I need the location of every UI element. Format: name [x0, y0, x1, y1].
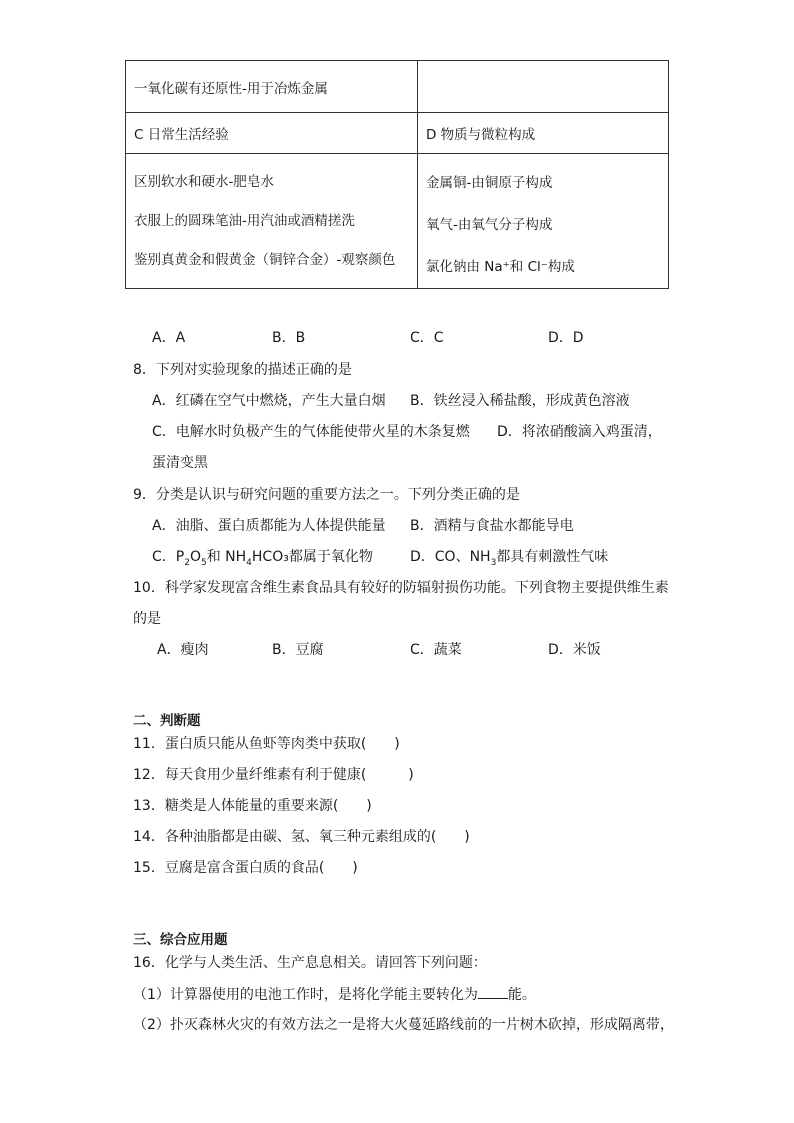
option-d: D．D [548, 330, 584, 346]
tf-question: 13．糖类是人体能量的重要来源( ) [133, 798, 372, 814]
option-c: C．蔬菜 [410, 642, 462, 658]
sub-question: （1）计算器使用的电池工作时，是将化学能主要转化为 能。 [133, 984, 536, 1005]
option-d-continued: 蛋清变黑 [152, 455, 208, 471]
table-cell [126, 154, 418, 289]
tf-question: 12．每天食用少量纤维素有利于健康( ) [133, 767, 414, 783]
question-stem: 9．分类是认识与研究问题的重要方法之一。下列分类正确的是 [133, 487, 520, 503]
tf-question: 14．各种油脂都是由碳、氢、氧三种元素组成的( ) [133, 829, 470, 845]
section-heading: 二、判断题 [133, 713, 201, 729]
cell-line: 鉴别真黄金和假黄金（铜锌合金）-观察颜色 [134, 252, 396, 268]
option-a: A．油脂、蛋白质都能为人体提供能量 [152, 518, 386, 534]
question-stem: 16．化学与人类生活、生产息息相关。请回答下列问题： [133, 955, 487, 971]
cell-line: 区别软水和硬水-肥皂水 [134, 174, 274, 190]
option-d: D．CO、$NH_3$都具有刺激性气味 [410, 549, 609, 568]
option-b: B．B [272, 330, 306, 346]
option-a: A．瘦肉 [157, 642, 209, 658]
cell-line: 氧气-由氧气分子构成 [426, 217, 553, 233]
cell-line: 衣服上的圆珠笔油-用汽油或酒精搓洗 [134, 213, 355, 229]
table-cell: C 日常生活经验 [126, 113, 418, 154]
option-b: B．豆腐 [272, 642, 324, 658]
section-heading: 三、综合应用题 [133, 932, 228, 948]
table-row [126, 61, 669, 113]
option-d: D．将浓硝酸滴入鸡蛋清， [497, 424, 662, 440]
sub-question: （2）扑灭森林火灾的有效方法之一是将大火蔓延路线前的一片树木砍掉，形成隔离带， [133, 1017, 674, 1033]
cell-line: 金属铜-由铜原子构成 [426, 175, 553, 191]
table-row [126, 154, 669, 289]
option-a: A．A [152, 330, 186, 346]
table-cell [418, 61, 669, 113]
question-stem-continued: 的是 [133, 611, 161, 627]
cell-line: 氯化钠由 Na⁺和 Cl⁻构成 [426, 259, 575, 275]
tf-question: 11．蛋白质只能从鱼虾等肉类中获取( ) [133, 736, 400, 752]
option-b: B．铁丝浸入稀盐酸，形成黄色溶液 [410, 393, 630, 409]
option-d: D．米饭 [548, 642, 601, 658]
option-c: C．电解水时负极产生的气体能使带火星的木条复燃 [152, 424, 470, 440]
table-row [126, 113, 669, 154]
table-cell [418, 154, 669, 289]
option-a: A．红磷在空气中燃烧，产生大量白烟 [152, 393, 386, 409]
option-b: B．酒精与食盐水都能导电 [410, 518, 574, 534]
table-cell: 一氧化碳有还原性-用于冶炼金属 [126, 61, 418, 113]
option-c: C．C [410, 330, 444, 346]
options-table [125, 60, 669, 289]
question-stem: 8．下列对实验现象的描述正确的是 [133, 362, 352, 378]
option-c: C．$P_2O_5$和 $NH_4HCO_3$都属于氧化物 [152, 549, 373, 568]
answer-blank[interactable] [478, 984, 508, 999]
table-cell: D 物质与微粒构成 [418, 113, 669, 154]
tf-question: 15．豆腐是富含蛋白质的食品( ) [133, 860, 358, 876]
question-stem: 10．科学家发现富含维生素食品具有较好的防辐射损伤功能。下列食物主要提供维生素 [133, 580, 669, 596]
